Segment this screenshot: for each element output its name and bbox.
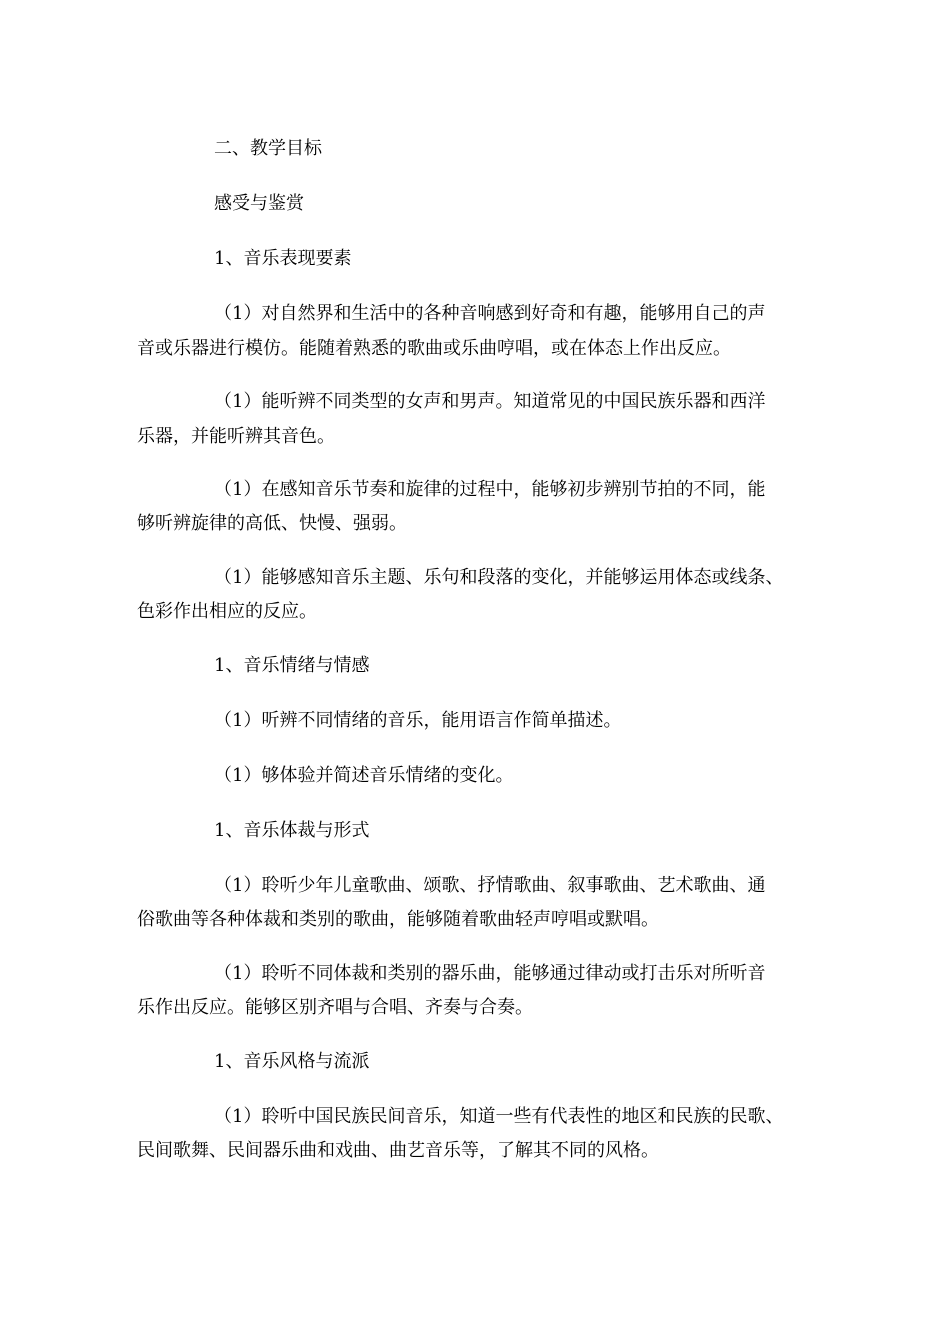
- paragraph-line: 俗歌曲等各种体裁和类别的歌曲，能够随着歌曲轻声哼唱或默唱。: [137, 909, 659, 930]
- paragraph-line: （1）聆听不同体裁和类别的器乐曲，能够通过律动或打击乐对所听音: [214, 963, 766, 984]
- paragraph-line: （1）够体验并简述音乐情绪的变化。: [214, 765, 514, 786]
- topic-title: 1、音乐体裁与形式: [214, 820, 370, 841]
- paragraph-line: （1）能听辨不同类型的女声和男声。知道常见的中国民族乐器和西洋: [214, 391, 766, 412]
- topic-title: 1、音乐风格与流派: [214, 1051, 370, 1072]
- heading: 二、教学目标: [214, 138, 322, 159]
- paragraph-line: 民间歌舞、民间器乐曲和戏曲、曲艺音乐等，了解其不同的风格。: [137, 1140, 659, 1161]
- paragraph-line: （1）聆听中国民族民间音乐，知道一些有代表性的地区和民族的民歌、: [214, 1106, 784, 1127]
- paragraph-line: 乐器，并能听辨其音色。: [137, 426, 335, 447]
- topic-title: 1、音乐表现要素: [214, 248, 352, 269]
- paragraph-line: 音或乐器进行模仿。能随着熟悉的歌曲或乐曲哼唱，或在体态上作出反应。: [137, 338, 731, 359]
- paragraph-line: （1）听辨不同情绪的音乐，能用语言作简单描述。: [214, 710, 622, 731]
- paragraph-line: 够听辨旋律的高低、快慢、强弱。: [137, 513, 407, 534]
- section-title: 感受与鉴赏: [214, 193, 304, 214]
- paragraph-line: （1）在感知音乐节奏和旋律的过程中，能够初步辨别节拍的不同，能: [214, 479, 766, 500]
- topic-title: 1、音乐情绪与情感: [214, 655, 370, 676]
- paragraph-line: （1）对自然界和生活中的各种音响感到好奇和有趣，能够用自己的声: [214, 303, 766, 324]
- paragraph-line: （1）聆听少年儿童歌曲、颂歌、抒情歌曲、叙事歌曲、艺术歌曲、通: [214, 875, 766, 896]
- paragraph-line: 乐作出反应。能够区别齐唱与合唱、齐奏与合奏。: [137, 997, 533, 1018]
- paragraph-line: （1）能够感知音乐主题、乐句和段落的变化，并能够运用体态或线条、: [214, 567, 784, 588]
- paragraph-line: 色彩作出相应的反应。: [137, 601, 317, 622]
